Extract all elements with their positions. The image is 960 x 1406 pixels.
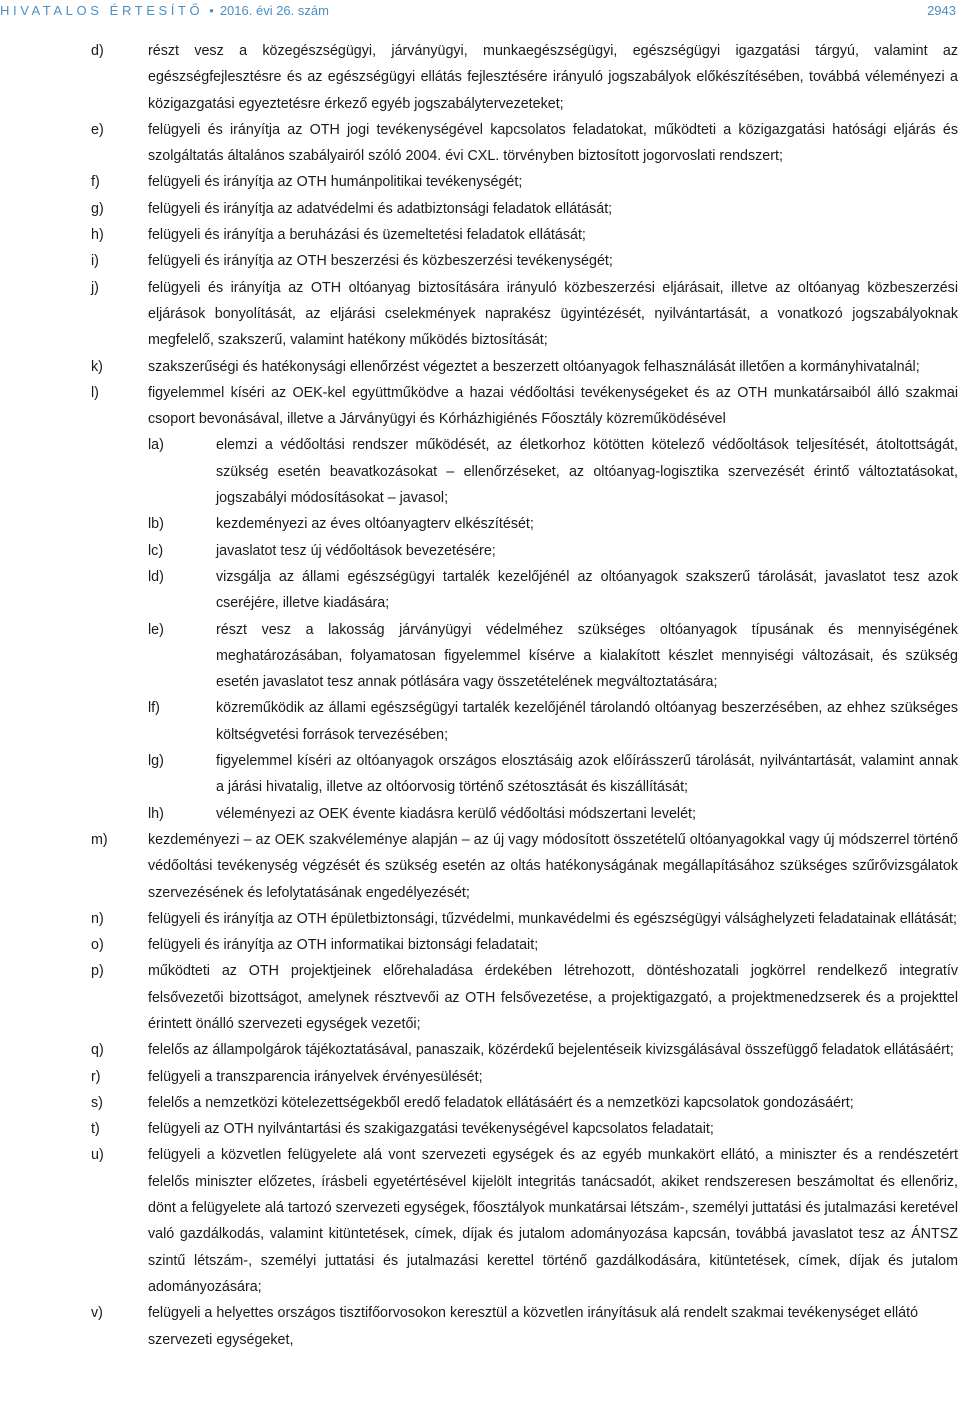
subitem-text: javaslatot tesz új védőoltások bevezetésére; <box>216 542 496 559</box>
item-label: s) <box>91 1094 103 1111</box>
list-item-s <box>0 1090 958 1116</box>
subitem-text: figyelemmel kíséri az oltóanyagok országos elosztásáig azok előírásszerű tárolását, nyilvántartását, valamint annak a járási hivatalig, illetve az oltóorvosig történő szétosztását és kiszállítását; <box>216 753 958 796</box>
item-label: o) <box>91 937 104 954</box>
item-text: felügyeli és irányítja az OTH jogi tevékenységével kapcsolatos feladatokat, működteti a közigazgatási hatósági eljárás és szolgáltatás általános szabályairól szóló 2004. évi CXL. törvényben biztosított jogorvoslati rendszert; <box>148 121 958 165</box>
item-label: h) <box>91 227 104 244</box>
list-item-n <box>0 906 958 932</box>
list-item-v <box>0 1300 958 1353</box>
subitem-text: véleményezi az OEK évente kiadásra kerülő védőoltási módszertani levelét; <box>216 805 696 822</box>
item-text: felügyeli a helyettes országos tisztifőorvosokon keresztül a közvetlen irányításuk alá rendelt szakmai tevékenységet ellátó szervezeti egységeket, <box>148 1305 919 1348</box>
list-item-i <box>0 248 958 274</box>
item-label: v) <box>91 1305 103 1322</box>
item-label: f) <box>91 174 100 191</box>
list-item-g <box>0 196 958 222</box>
list-item-p <box>0 958 958 1037</box>
item-text: szakszerűségi és hatékonysági ellenőrzést végeztet a beszerzett oltóanyagok felhasználását illetően a kormányhivatalnál; <box>148 358 920 375</box>
subitem-text: közreműködik az állami egészségügyi tartalék kezelőjénél tárolandó oltóanyag beszerzésében, az ehhez szükséges költségvetési források tervezésében; <box>216 700 958 743</box>
subitem-text: kezdeményezi az éves oltóanyagterv elkészítését; <box>216 516 534 533</box>
item-text: felügyeli a transzparencia irányelvek érvényesülését; <box>148 1068 483 1085</box>
list-item-r <box>0 1064 958 1090</box>
item-text: felügyeli a közvetlen felügyelete alá vont szervezeti egységek és az egyéb munkakört ellátó, a miniszter és a rendészetért felelős miniszter előzetes, írásbeli egyetértésével kijelölt integritás tanácsadót, akiket rendszeresen beszámoltat és ellenőriz, dönt a felügyelete alá tartozó szervezeti egységek, főosztályok munkatársai létszám-, személyi juttatási és jutalmazási keretével való gazdálkodás, valamint kitüntetések, címek, díjak és jutalom adományozása kapcsán, továbbá javaslatot tesz az ÁNTSZ szintű létszám-, személyi juttatási és jutalmazási kerettel történő gazdálkodására, kitüntetések, címek, díjak és jutalom adományozására; <box>148 1147 958 1295</box>
sublist-item-le <box>0 617 958 696</box>
subitem-label: lg) <box>148 753 164 770</box>
item-text: felügyeli és irányítja az OTH humánpolitikai tevékenységét; <box>148 174 523 191</box>
item-label: i) <box>91 253 99 270</box>
page-number: 2943 <box>927 3 956 18</box>
item-label: g) <box>91 200 104 217</box>
item-text: felelős a nemzetközi kötelezettségekből eredő feladatok ellátásáért és a nemzetközi kapcsolatok gondozásáért; <box>148 1094 854 1111</box>
item-label: n) <box>91 910 104 927</box>
item-label: p) <box>91 963 104 980</box>
list-item-e <box>0 117 958 170</box>
item-text: felügyeli az OTH nyilvántartási és szakigazgatási tevékenységével kapcsolatos feladatait; <box>148 1121 714 1138</box>
item-text: felügyeli és irányítja az OTH oltóanyag biztosítására irányuló közbeszerzési eljárásait, illetve az oltóanyag közbeszerzési eljárások bonyolítását, az eljárási cselekmények naprakész ügyintézését, nyilvántartását, a vonatkozó jogszabályoknak megfelelő, szakszerű, valamint hatékony működés biztosítását; <box>148 279 958 349</box>
sublist-item-lg <box>0 748 958 801</box>
sublist-item-lb <box>0 511 958 537</box>
list-item-m <box>0 827 958 906</box>
list-item-u <box>0 1142 958 1300</box>
item-label: j) <box>91 279 99 296</box>
subitem-text: vizsgálja az állami egészségügyi tartalék kezelőjénél az oltóanyagok szakszerű tárolását, javaslatot tesz azok cseréjére, illetve kiadására; <box>216 568 958 612</box>
list-item-l <box>0 380 958 433</box>
item-label: e) <box>91 121 104 138</box>
subitem-label: lc) <box>148 542 164 559</box>
item-label: k) <box>91 358 103 375</box>
subitem-label: lf) <box>148 700 160 717</box>
journal-title: HIVATALOS ÉRTESÍTŐ <box>0 3 204 18</box>
subitem-label: ld) <box>148 568 164 585</box>
subitem-label: lh) <box>148 805 164 822</box>
item-text: felügyeli és irányítja a beruházási és üzemeltetési feladatok ellátását; <box>148 227 586 244</box>
subitem-label: lb) <box>148 516 164 533</box>
item-text: részt vesz a közegészségügyi, járványügyi, munkaegészségügyi, egészségügyi igazgatási tárgyú, valamint az egészségfejlesztésre és az egészségügyi ellátás fejlesztésére irányuló jogszabályok előkészítésében, továbbá véleményezi a közigazgatási egyeztetésre érkező egyéb jogszabálytervezeteket; <box>148 43 958 112</box>
provision-list <box>0 38 958 1353</box>
list-item-h <box>0 222 958 248</box>
item-text: felelős az állampolgárok tájékoztatásával, panaszaik, közérdekű bejelentéseik kivizsgálásával összefüggő feladatok ellátásáért; <box>148 1042 954 1059</box>
header-separator: • <box>209 3 214 18</box>
item-text: felügyeli és irányítja az OTH beszerzési és közbeszerzési tevékenységét; <box>148 253 613 270</box>
sublist-item-la <box>0 432 958 511</box>
list-item-q <box>0 1037 958 1063</box>
item-text: felügyeli és irányítja az OTH informatikai biztonsági feladatait; <box>148 937 539 954</box>
item-label: q) <box>91 1042 104 1059</box>
item-label: u) <box>91 1147 104 1164</box>
list-item-k <box>0 354 958 380</box>
list-item-f <box>0 169 958 195</box>
sublist-item-lh <box>0 801 958 827</box>
issue-date: 2016. évi 26. szám <box>219 3 329 18</box>
item-text: felügyeli és irányítja az adatvédelmi és adatbiztonsági feladatok ellátását; <box>148 200 613 217</box>
page-header <box>0 0 960 22</box>
item-label: r) <box>91 1068 101 1085</box>
sublist-item-lf <box>0 695 958 748</box>
item-label: d) <box>91 43 104 59</box>
list-item-o <box>0 932 958 958</box>
journal-header <box>0 3 329 18</box>
item-text: kezdeményezi – az OEK szakvéleménye alapján – az új vagy módosított összetételű oltóanyagokkal vagy új módszerrel történő védőoltási tevékenység végzését és szükség esetén az oltás hatékonyságának megállapításához szükséges szűrővizsgálatok szervezésének és lefolytatásának engedélyezését; <box>148 831 958 901</box>
item-label: m) <box>91 831 108 848</box>
item-label: l) <box>91 384 99 401</box>
subitem-text: részt vesz a lakosság járványügyi védelméhez szükséges oltóanyagok típusának és mennyiségének meghatározásában, folyamatosan figyelemmel kísérve a kialakított készlet mennyiségi változásait, és szükség esetén javaslatot tesz annak pótlására vagy összetételének megváltoztatására; <box>216 621 958 691</box>
sublist-item-lc <box>0 538 958 564</box>
item-text: működteti az OTH projektjeinek előrehaladása érdekében létrehozott, döntéshozatali jogkörrel rendelkező integratív felsővezetői bizottságot, amelynek résztvevői az OTH felsővezetése, a projektigazgató, a projektmenedzserek és a projekttel érintett önálló szervezeti egységek vezetői; <box>148 963 958 1032</box>
list-item-t <box>0 1116 958 1142</box>
list-item-j <box>0 275 958 354</box>
item-label: t) <box>91 1121 100 1138</box>
list-item-d <box>0 38 958 117</box>
item-text: felügyeli és irányítja az OTH épületbiztonsági, tűzvédelmi, munkavédelmi és egészségügyi válsághelyzeti feladatainak ellátását; <box>148 910 958 927</box>
subitem-label: le) <box>148 621 164 638</box>
item-text: figyelemmel kíséri az OEK-kel együttműködve a hazai védőoltási tevékenységeket és az OTH munkatársaiból álló szakmai csoport bevonásával, illetve a Járványügyi és Kórházhigiénés Főosztály közreműködésével <box>148 384 958 428</box>
sublist-item-ld <box>0 564 958 617</box>
subitem-text: elemzi a védőoltási rendszer működését, az életkorhoz kötötten kötelező védőoltások teljesítését, átoltottságát, szükség esetén beavatkozásokat – ellenőrzéseket, az oltóanyag-logisztika szervezését érintő változtatásokat, jogszabályi módosításokat – javasol; <box>216 437 958 507</box>
subitem-label: la) <box>148 437 164 454</box>
